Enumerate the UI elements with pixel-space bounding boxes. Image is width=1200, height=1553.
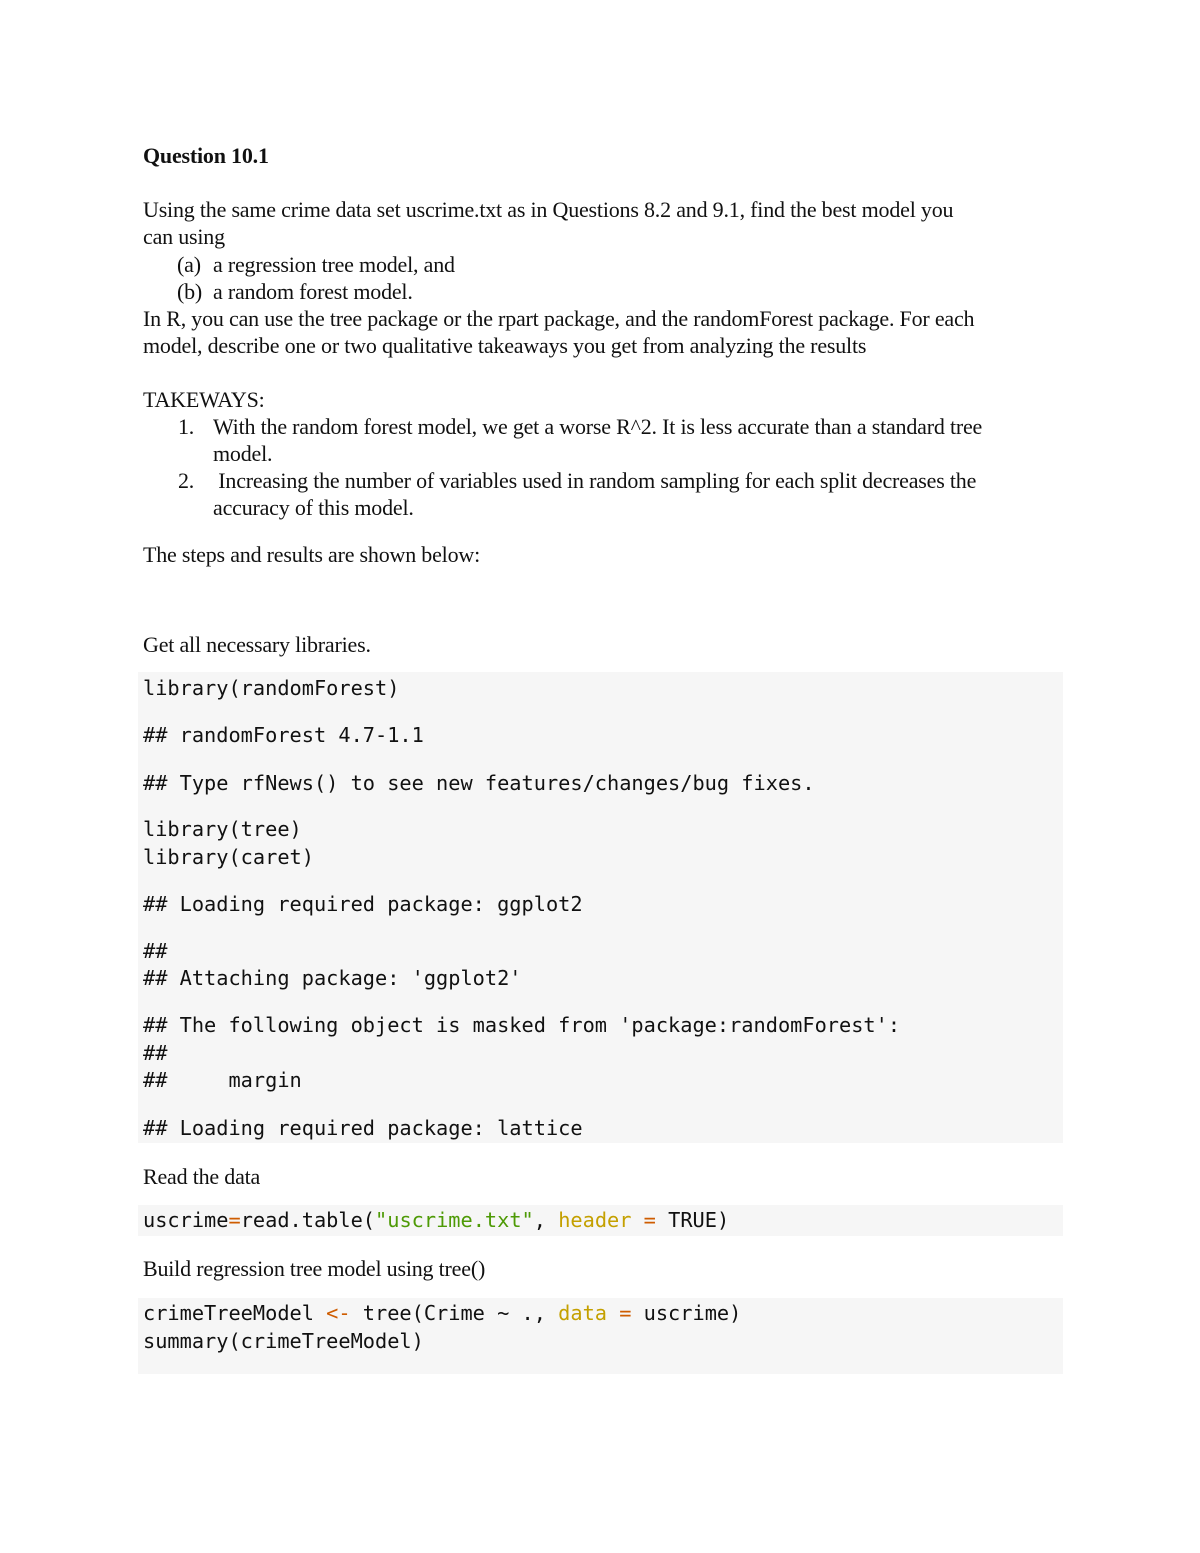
read-label: Read the data [143, 1164, 261, 1189]
code-operator: <- [326, 1301, 351, 1325]
code-token: uscrime [143, 1208, 229, 1232]
takeaway-item-2-line-2: accuracy of this model. [213, 495, 414, 520]
code-token: read.table( [240, 1208, 376, 1232]
intro-line-1: Using the same crime data set uscrime.txt as in Questions 8.2 and 9.1, find the best model you [143, 197, 954, 222]
code-token: , [533, 1208, 559, 1232]
code-output-line: ## [143, 939, 168, 963]
takeaway-item-1-line-2: model. [213, 441, 273, 466]
code-line: library(randomForest) [143, 676, 400, 700]
code-argument-name: header [558, 1208, 632, 1232]
takeaway-number-1: 1. [178, 414, 195, 439]
question-title: Question 10.1 [143, 143, 269, 168]
code-output-line: ## [143, 1041, 168, 1065]
steps-intro: The steps and results are shown below: [143, 542, 480, 567]
code-output-line: ## Attaching package: 'ggplot2' [143, 966, 522, 990]
code-line-tree [143, 1300, 741, 1327]
code-string: "uscrime.txt" [375, 1208, 534, 1232]
intro-line-3: In R, you can use the tree package or the rpart package, and the randomForest package. For each [143, 306, 975, 331]
code-operator: = [631, 1208, 669, 1232]
code-output-line: ## randomForest 4.7-1.1 [143, 723, 424, 747]
code-line: library(tree) [143, 817, 302, 841]
code-output-line: ## margin [143, 1068, 302, 1092]
code-operator: = [228, 1208, 241, 1232]
code-operator: = [607, 1301, 644, 1325]
code-output-line: ## Loading required package: ggplot2 [143, 892, 583, 916]
code-output-line: ## The following object is masked from 'package:randomForest': [143, 1013, 901, 1037]
list-marker-a: (a) [177, 252, 201, 277]
list-marker-b: (b) [177, 279, 203, 304]
takeaway-number-2: 2. [178, 468, 195, 493]
intro-line-2: can using [143, 224, 225, 249]
libraries-label: Get all necessary libraries. [143, 632, 371, 657]
code-token: TRUE) [668, 1208, 730, 1232]
code-line-read [143, 1207, 729, 1234]
intro-line-4: model, describe one or two qualitative takeaways you get from analyzing the results [143, 333, 867, 358]
takeaways-heading: TAKEWAYS: [143, 387, 265, 412]
build-label: Build regression tree model using tree() [143, 1256, 486, 1281]
takeaway-item-2-line-1: Increasing the number of variables used in random sampling for each split decreases the [213, 468, 977, 493]
code-output-line: ## Type rfNews() to see new features/changes/bug fixes. [143, 771, 815, 795]
code-line-summary: summary(crimeTreeModel) [143, 1329, 424, 1353]
code-output-line: ## Loading required package: lattice [143, 1116, 583, 1140]
list-item-a: a regression tree model, and [213, 252, 455, 277]
takeaway-item-1-line-1: With the random forest model, we get a worse R^2. It is less accurate than a standard tree [213, 414, 983, 439]
code-token: uscrime) [643, 1301, 742, 1325]
code-argument-name: data [558, 1301, 607, 1325]
code-line: library(caret) [143, 845, 314, 869]
list-item-b: a random forest model. [213, 279, 413, 304]
code-token: crimeTreeModel [143, 1301, 327, 1325]
code-token: tree(Crime ~ ., [350, 1301, 559, 1325]
